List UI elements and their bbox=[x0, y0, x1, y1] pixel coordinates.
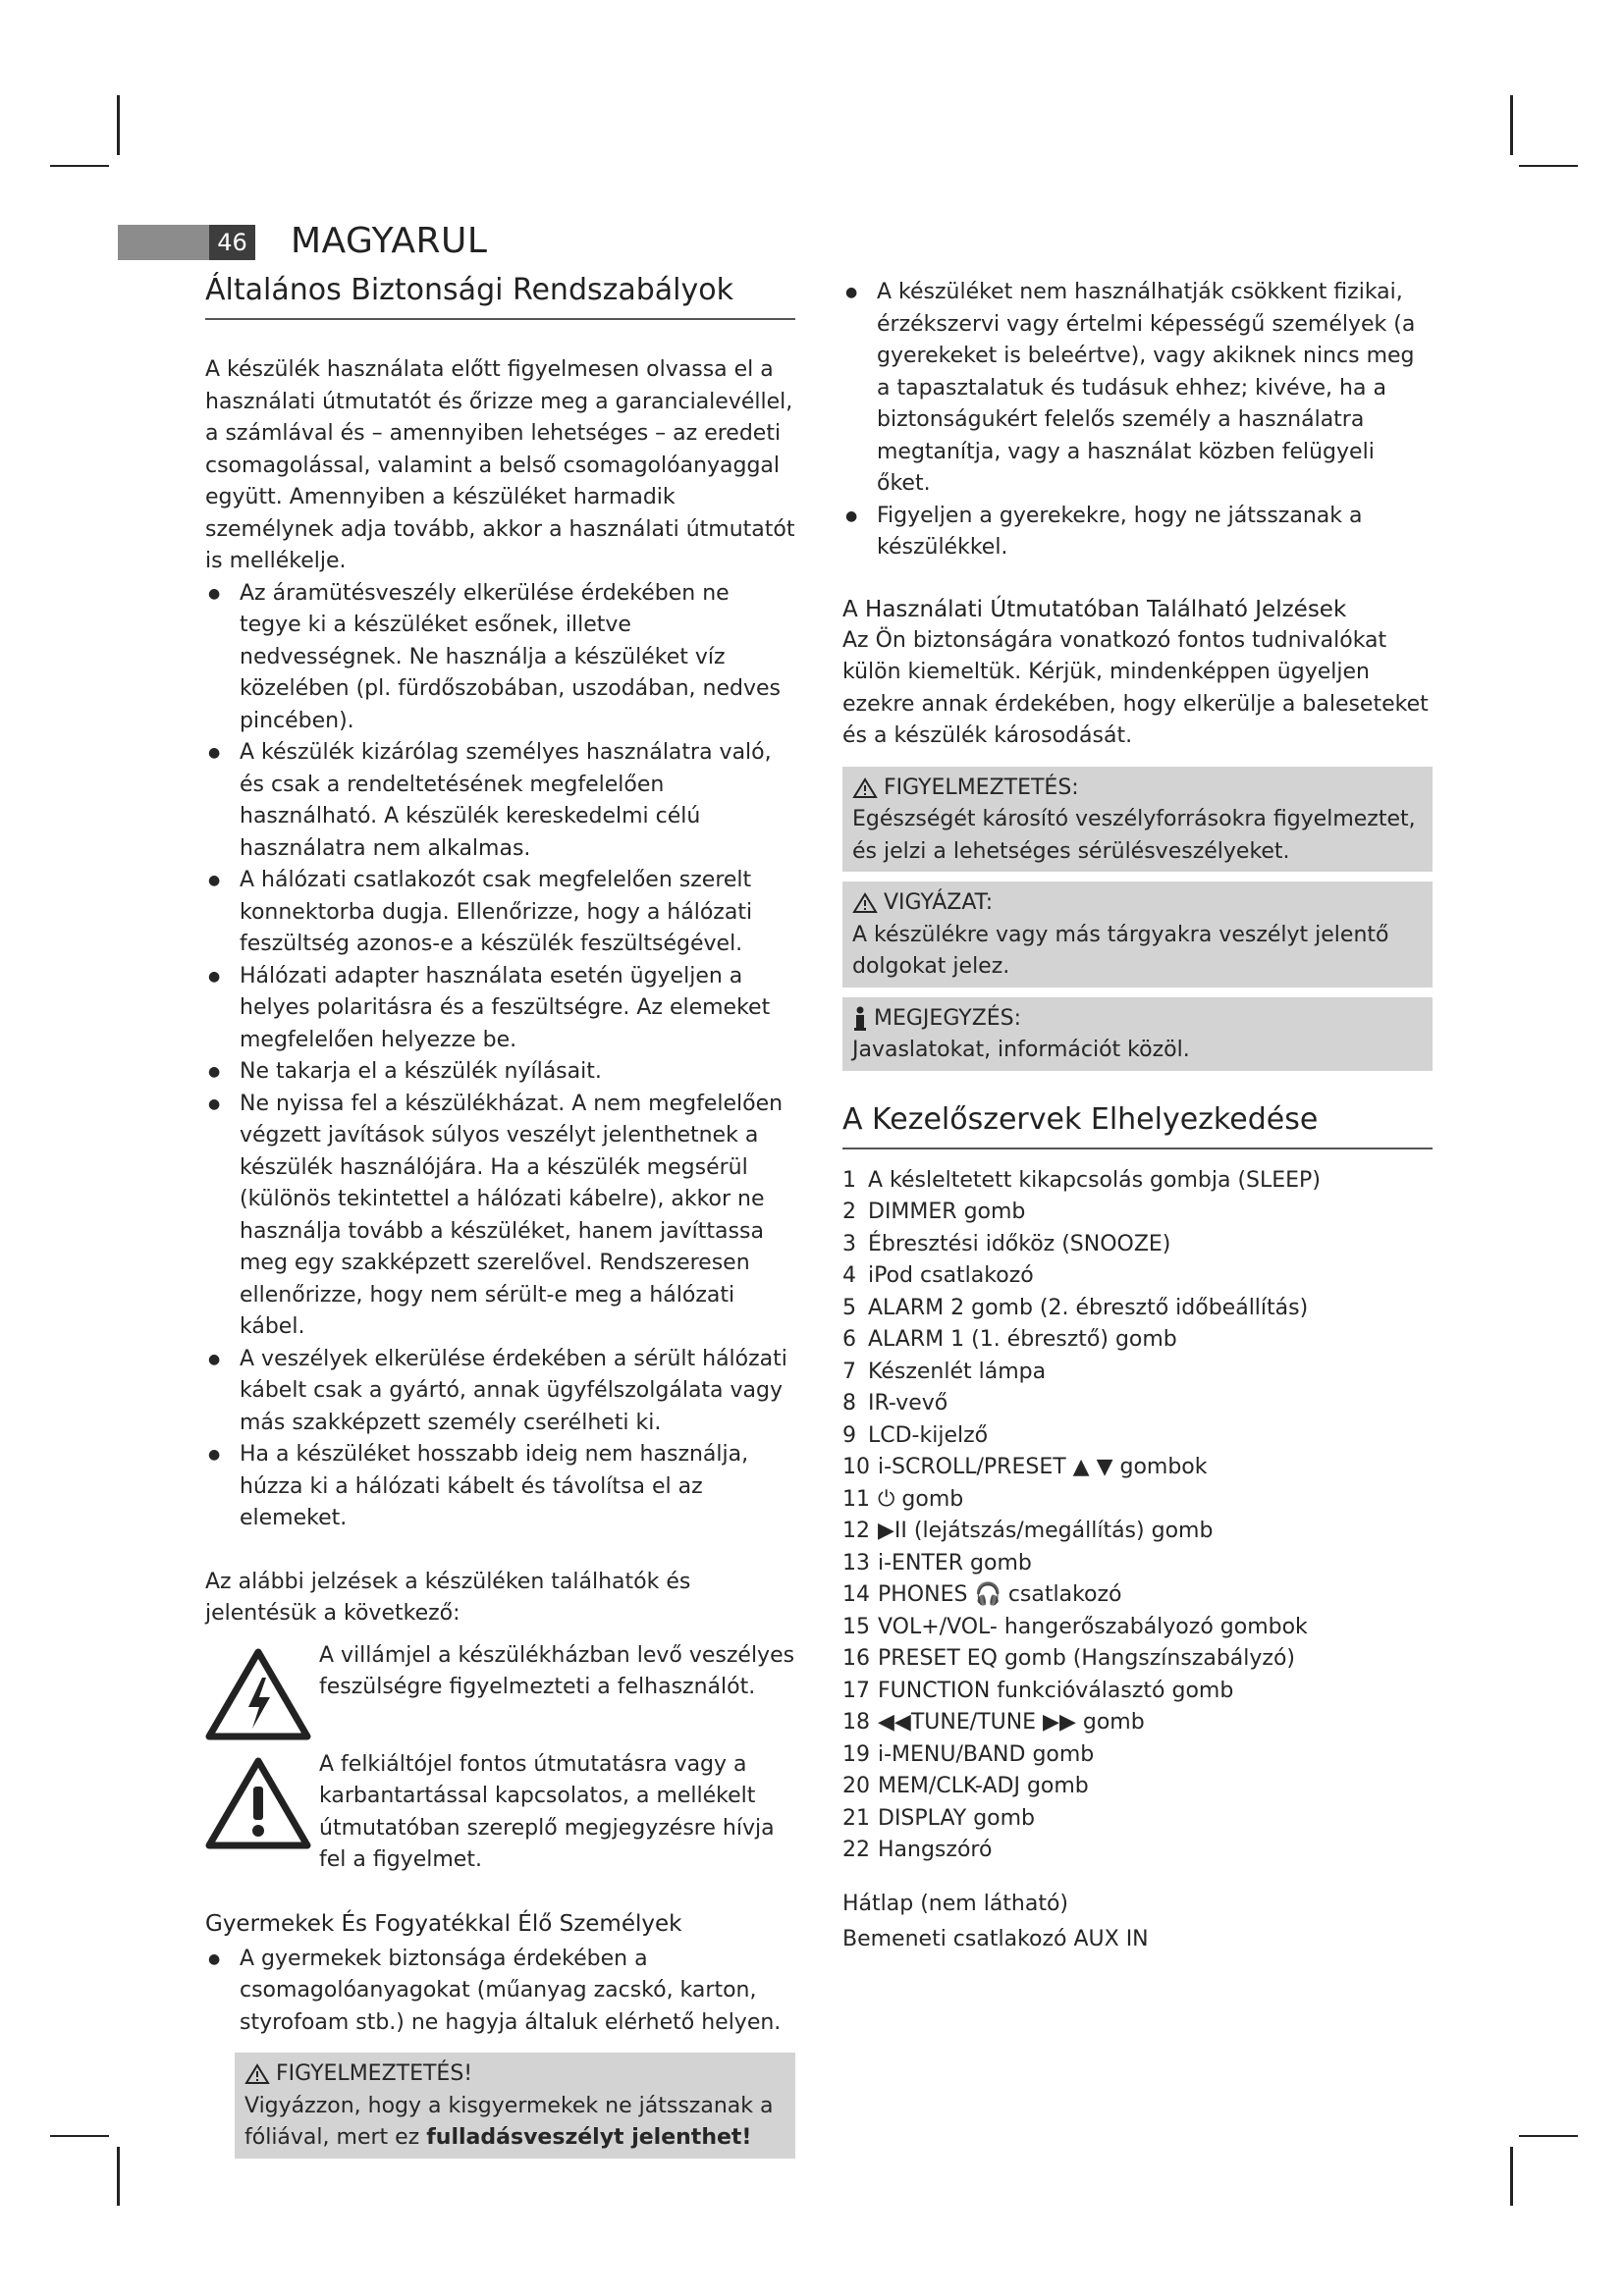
list-item bbox=[842, 1293, 1433, 1325]
child-warning-box bbox=[235, 2053, 795, 2159]
control-label: i-ENTER gomb bbox=[878, 1550, 1032, 1575]
controls-list bbox=[842, 1165, 1433, 1867]
crop-mark bbox=[1510, 2147, 1513, 2206]
control-number: 15 bbox=[842, 1614, 870, 1639]
caution-title: VIGYÁZAT: bbox=[884, 890, 994, 915]
list-item bbox=[842, 1707, 1433, 1739]
warning-title: FIGYELMEZTETÉS: bbox=[884, 774, 1079, 800]
control-number: 4 bbox=[842, 1263, 856, 1288]
symbols-intro: Az alábbi jelzések a készüléken találhatók és jelentésük a következő: bbox=[205, 1569, 691, 1626]
warning-triangle-icon bbox=[244, 2063, 270, 2085]
control-number: 18 bbox=[842, 1710, 870, 1735]
crop-mark bbox=[50, 165, 109, 167]
signs-text: Az Ön biztonságára vonatkozó fontos tudnivalókat külön kiemeltük. Kérjük, mindenképpen ügyeljen ezekre annak érdekében, hogy elkerülje a baleseteket és a készülék károsodását. bbox=[842, 627, 1429, 748]
list-item bbox=[842, 1803, 1433, 1836]
lightning-symbol-row bbox=[205, 1640, 795, 1741]
list-item: ● Ne takarja el a készülék nyílásait. bbox=[205, 1056, 795, 1089]
control-number: 21 bbox=[842, 1805, 870, 1831]
control-number: 13 bbox=[842, 1550, 870, 1575]
list-item bbox=[842, 1357, 1433, 1389]
page-language-title: MAGYARUL bbox=[291, 221, 488, 261]
control-number: 14 bbox=[842, 1582, 870, 1607]
signs-title: A Használati Útmutatóban Található Jelzések bbox=[842, 596, 1347, 622]
control-label: MEM/CLK-ADJ gomb bbox=[878, 1774, 1089, 1798]
control-label: Ébresztési időköz (SNOOZE) bbox=[868, 1231, 1171, 1256]
control-label: iPod csatlakozó bbox=[868, 1263, 1034, 1288]
list-item: ● A készüléket nem használhatják csökkent fizikai, érzékszervi vagy értelmi képességű személyek (a gyerekeket is beleértve), vagy akiknek nincs meg a tapasztalatuk és tudásuk ehhez; kivéve, ha a biztonságukért felelős személy a használatra megtanítja, vagy a használat közben felügyeli őket. bbox=[842, 277, 1433, 501]
right-column bbox=[842, 269, 1433, 1956]
control-label: i-MENU/BAND gomb bbox=[878, 1741, 1095, 1767]
control-number: 5 bbox=[842, 1295, 856, 1320]
control-label: A késleltetett kikapcsolás gombja (SLEEP) bbox=[868, 1167, 1321, 1193]
control-label: ▶II (lejátszás/megállítás) gomb bbox=[878, 1519, 1214, 1543]
control-label: Készenlét lámpa bbox=[868, 1359, 1047, 1384]
control-label: IR-vevő bbox=[868, 1391, 948, 1415]
list-item: ● A készülék kizárólag személyes használatra való, és csak a rendeltetésének megfelelően használható. A készülék kereskedelmi célú használatra nem alkalmas. bbox=[205, 737, 795, 865]
back-panel-hint: (nem látható) bbox=[920, 1891, 1069, 1916]
safety-bullet-list bbox=[205, 578, 795, 1535]
caution-box bbox=[842, 881, 1433, 988]
left-column bbox=[205, 269, 795, 2159]
caution-text: A készülékre vagy más tárgyakra veszélyt jelentő dolgokat jelez. bbox=[852, 922, 1389, 979]
control-label: ⏻ gomb bbox=[878, 1486, 964, 1512]
list-item bbox=[842, 1676, 1433, 1708]
control-number: 3 bbox=[842, 1231, 856, 1256]
warning-triangle-icon bbox=[852, 777, 878, 799]
lightning-symbol-text: A villámjel a készülékházban levő veszélyes feszülségre figyelmezteti a felhasználót. bbox=[319, 1642, 795, 1699]
list-item bbox=[842, 1165, 1433, 1198]
list-item bbox=[842, 1643, 1433, 1676]
list-item bbox=[842, 1579, 1433, 1612]
list-item bbox=[842, 1260, 1433, 1293]
list-item bbox=[842, 1548, 1433, 1580]
control-label: i-SCROLL/PRESET ▲ ▼ gombok bbox=[878, 1455, 1208, 1479]
child-warning-header bbox=[244, 2058, 785, 2091]
control-number: 8 bbox=[842, 1391, 856, 1415]
note-header bbox=[852, 1003, 1423, 1036]
control-number: 7 bbox=[842, 1359, 856, 1384]
note-title: MEGJEGYZÉS: bbox=[874, 1005, 1022, 1031]
controls-title: A Kezelőszervek Elhelyezkedése bbox=[842, 1098, 1433, 1149]
note-box bbox=[842, 997, 1433, 1071]
crop-mark bbox=[1519, 2135, 1578, 2137]
control-number: 16 bbox=[842, 1646, 870, 1671]
child-warning-body bbox=[244, 2091, 785, 2155]
crop-mark bbox=[50, 2135, 109, 2137]
warning-text: Egészségét károsító veszélyforrásokra figyelmeztet, és jelzi a lehetséges sérülésveszélyeket. bbox=[852, 807, 1416, 864]
back-panel-item: Bemeneti csatlakozó AUX IN bbox=[842, 1927, 1149, 1951]
safety-title: Általános Biztonsági Rendszabályok bbox=[205, 269, 795, 320]
caution-triangle-icon bbox=[852, 892, 878, 914]
list-item bbox=[842, 1484, 1433, 1517]
control-number: 10 bbox=[842, 1455, 870, 1479]
warning-header bbox=[852, 773, 1423, 805]
note-text: Javaslatokat, információt közöl. bbox=[852, 1038, 1190, 1062]
control-label: Hangszóró bbox=[878, 1838, 993, 1862]
control-label: PHONES 🎧 csatlakozó bbox=[878, 1582, 1122, 1607]
right-bullet-list bbox=[842, 277, 1433, 564]
control-label: ◀◀TUNE/TUNE ▶▶ gomb bbox=[878, 1710, 1145, 1735]
control-label: ALARM 2 gomb (2. ébresztő időbeállítás) bbox=[868, 1295, 1309, 1320]
exclamation-warning-icon bbox=[205, 1757, 311, 1850]
control-number: 12 bbox=[842, 1519, 870, 1543]
exclamation-symbol-text: A felkiáltójel fontos útmutatásra vagy a karbantartással kapcsolatos, a mellékelt útmutatóban szereplő megjegyzésre hívja fel a figyelmet. bbox=[319, 1751, 775, 1872]
list-item bbox=[842, 1771, 1433, 1803]
exclamation-symbol-row bbox=[205, 1749, 795, 1877]
control-number: 9 bbox=[842, 1422, 856, 1448]
control-number: 17 bbox=[842, 1678, 870, 1703]
list-item bbox=[842, 1612, 1433, 1644]
control-number: 19 bbox=[842, 1741, 870, 1767]
control-label: DIMMER gomb bbox=[868, 1200, 1026, 1224]
crop-mark bbox=[1519, 165, 1578, 167]
control-number: 20 bbox=[842, 1774, 870, 1798]
children-bullet-list bbox=[205, 1944, 795, 2040]
crop-mark bbox=[117, 2147, 120, 2206]
back-panel-label: Hátlap bbox=[842, 1891, 914, 1916]
control-number: 1 bbox=[842, 1167, 856, 1193]
warning-box bbox=[842, 767, 1433, 873]
control-label: PRESET EQ gomb (Hangszínszabályzó) bbox=[878, 1646, 1296, 1671]
list-item: ● A veszélyek elkerülése érdekében a sérült hálózati kábelt csak a gyártó, annak ügyfélszolgálata vagy más szakképzett személy cserélheti ki. bbox=[205, 1344, 795, 1440]
list-item bbox=[842, 1197, 1433, 1229]
control-number: 6 bbox=[842, 1327, 856, 1352]
list-item bbox=[842, 1516, 1433, 1548]
control-label: LCD-kijelző bbox=[868, 1422, 989, 1448]
list-item: ● A hálózati csatlakozót csak megfelelően szerelt konnektorba dugja. Ellenőrizze, hogy a hálózati feszültség azonos-e a készülék feszültségével. bbox=[205, 865, 795, 961]
list-item: ● Az áramütésveszély elkerülése érdekében ne tegye ki a készüléket esőnek, illetve nedvességnek. Ne használja a készüléket víz közelében (pl. fürdőszobában, uszodában, nedves pincében). bbox=[205, 578, 795, 738]
control-number: 2 bbox=[842, 1200, 856, 1224]
list-item bbox=[842, 1229, 1433, 1261]
info-icon bbox=[852, 1006, 868, 1032]
control-label: DISPLAY gomb bbox=[878, 1805, 1036, 1831]
page-number: 46 bbox=[209, 225, 255, 260]
crop-mark bbox=[117, 95, 120, 155]
list-item: ● Ne nyissa fel a készülékházat. A nem megfelelően végzett javítások súlyos veszélyt jelenthetnek a készülék használójára. Ha a készülék megsérül (különös tekintettel a hálózati kábelre), akkor ne használja tovább a készüléket, hanem javíttassa meg egy szakképzett szerelővel. Rendszeresen ellenőrizze, hogy nem sérült-e meg a hálózati kábel. bbox=[205, 1089, 795, 1344]
list-item: ● A gyermekek biztonsága érdekében a csomagolóanyagokat (műanyag zacskó, karton, styrofoam stb.) ne hagyja általuk elérhető helyen. bbox=[205, 1944, 795, 2040]
list-item: ● Ha a készüléket hosszabb ideig nem használja, húzza ki a hálózati kábelt és távolítsa el az elemeket. bbox=[205, 1439, 795, 1535]
list-item: ● Hálózati adapter használata esetén ügyeljen a helyes polaritásra és a feszültségre. Az elemeket megfelelően helyezze be. bbox=[205, 961, 795, 1057]
child-warning-bold: fulladásveszélyt jelenthet! bbox=[426, 2125, 752, 2150]
crop-mark bbox=[1510, 95, 1513, 155]
control-label: ALARM 1 (1. ébresztő) gomb bbox=[868, 1327, 1177, 1352]
back-panel-line bbox=[842, 1889, 1433, 1921]
child-warning-title: FIGYELMEZTETÉS! bbox=[276, 2061, 473, 2086]
control-label: VOL+/VOL- hangerőszabályozó gombok bbox=[878, 1614, 1308, 1639]
list-item: ● Figyeljen a gyerekekre, hogy ne játsszanak a készülékkel. bbox=[842, 501, 1433, 564]
list-item bbox=[842, 1324, 1433, 1357]
list-item bbox=[842, 1835, 1433, 1867]
list-item bbox=[842, 1452, 1433, 1484]
control-number: 11 bbox=[842, 1486, 870, 1512]
child-warning-text: Vigyázzon, hogy a kisgyermekek ne játsszanak a fóliával, mert ez bbox=[244, 2093, 774, 2150]
control-number: 22 bbox=[842, 1838, 870, 1862]
caution-header bbox=[852, 887, 1423, 920]
children-title: Gyermekek És Fogyatékkal Élő Személyek bbox=[205, 1910, 682, 1937]
safety-intro: A készülék használata előtt figyelmesen olvassa el a használati útmutatót és őrizze meg a garancialevéllel, a számlával és – amennyiben lehetséges – az eredeti csomagolással, valamint a belső csomagolóanyaggal együtt. Amennyiben a készüléket harmadik személynek adja tovább, akkor a használati útmutatót is mellékelje. bbox=[205, 357, 795, 573]
list-item bbox=[842, 1739, 1433, 1772]
control-label: FUNCTION funkcióválasztó gomb bbox=[878, 1678, 1234, 1703]
list-item bbox=[842, 1388, 1433, 1420]
list-item bbox=[842, 1420, 1433, 1453]
lightning-warning-icon bbox=[205, 1648, 311, 1741]
